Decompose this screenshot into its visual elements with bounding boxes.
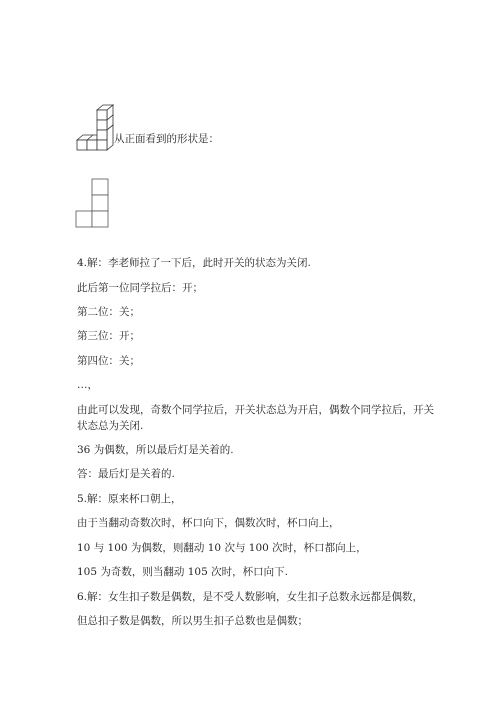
text-line: 36 为偶数，所以最后灯是关着的. bbox=[77, 444, 234, 456]
answer-line: 答：最后灯是关着的. bbox=[77, 468, 175, 480]
solution-6-heading: 6.解：女生扣子数是偶数，是不受人数影响，女生扣子总数永远都是偶数， bbox=[77, 591, 424, 603]
text-line: 105 为奇数，则当翻动 105 次时，杯口向下. bbox=[77, 566, 288, 578]
text-line: 此后第一位同学拉后：开； bbox=[77, 282, 203, 294]
solution-4-heading: 4.解：李老师拉了一下后，此时开关的状态为关闭. bbox=[77, 257, 311, 269]
text-line: 状态总为关闭. bbox=[77, 420, 144, 432]
text-line: 第二位：关； bbox=[77, 306, 140, 318]
solution-5-heading: 5.解：原来杯口朝上， bbox=[77, 493, 182, 505]
cube-stack-figure bbox=[75, 104, 115, 156]
text-line: 由于当翻动奇数次时，杯口向下，偶数次时，杯口向上， bbox=[77, 517, 340, 529]
figure-caption: 从正面看到的形状是： bbox=[114, 133, 219, 145]
text-line: 第三位：开； bbox=[77, 330, 140, 342]
text-line: 第四位：关； bbox=[77, 355, 140, 367]
text-line: 但总扣子数是偶数，所以男生扣子总数也是偶数； bbox=[77, 615, 308, 627]
text-line: 10 与 100 为偶数，则翻动 10 次与 100 次时，杯口都向上， bbox=[77, 542, 367, 554]
text-line: 由此可以发现，奇数个同学拉后，开关状态总为开启，偶数个同学拉后，开关 bbox=[77, 404, 434, 416]
text-line: …， bbox=[77, 379, 98, 391]
front-view-figure bbox=[75, 178, 111, 230]
